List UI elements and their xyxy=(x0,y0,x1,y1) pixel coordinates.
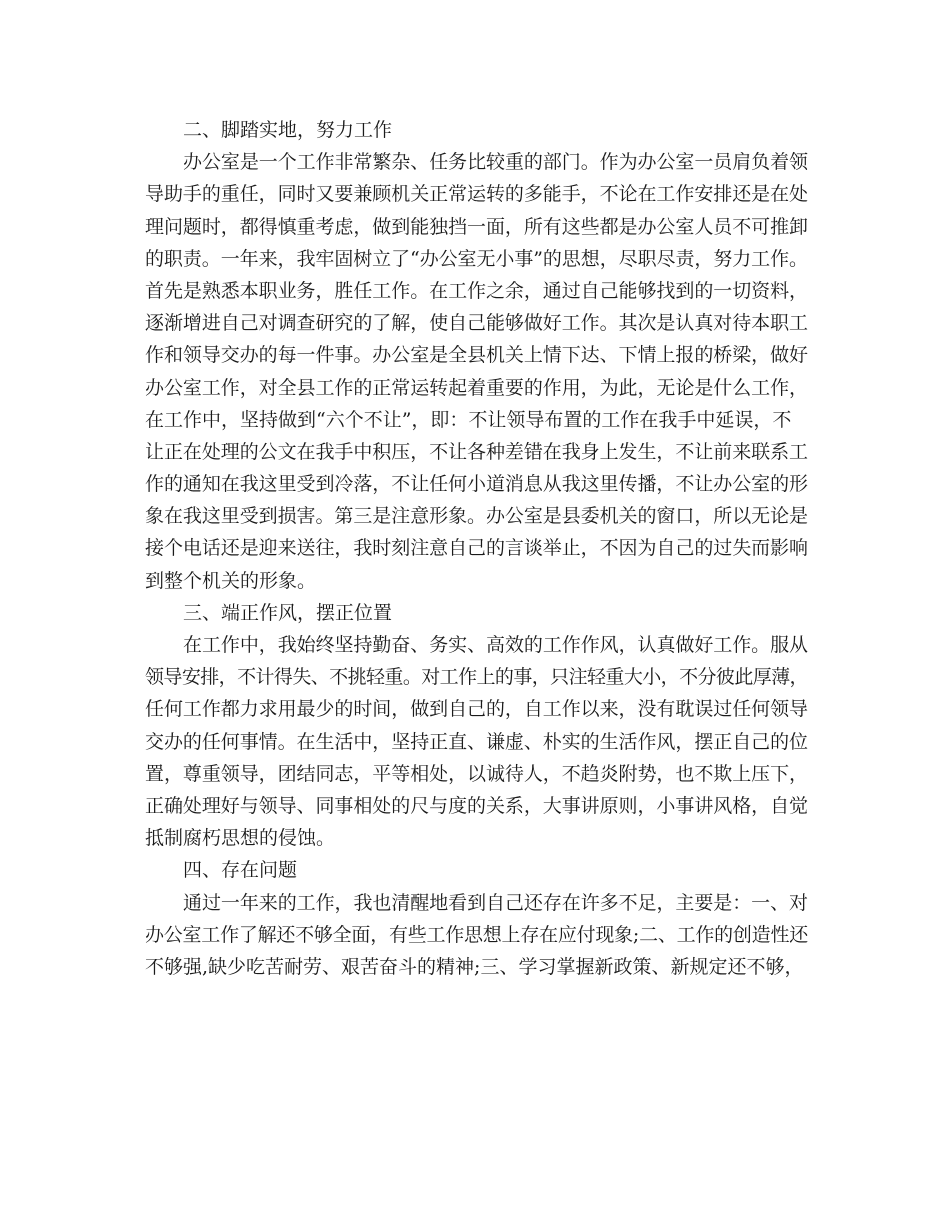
text-line: 接个电话还是迎来送往，我时刻注意自己的言谈举止，不因为自己的过失而影响 xyxy=(145,537,808,560)
text-line: 办公室是一个工作非常繁杂、任务比较重的部门。作为办公室一员肩负着领 xyxy=(183,151,808,174)
text-line: 让正在处理的公文在我手中积压，不让各种差错在我身上发生，不让前来联系工 xyxy=(145,440,808,463)
text-line: 逐渐增进自己对调查研究的了解，使自己能够做好工作。其次是认真对待本职工 xyxy=(145,312,808,335)
text-line: 到整个机关的形象。 xyxy=(145,569,317,592)
text-line: 任何工作都力求用最少的时间，做到自己的，自工作以来，没有耽误过任何领导 xyxy=(145,698,808,721)
text-line: 领导安排，不计得失、不挑轻重。对工作上的事，只注轻重大小，不分彼此厚薄， xyxy=(145,666,808,689)
text-line: 的职责。一年来，我牢固树立了“办公室无小事”的思想，尽职尽责，努力工作。 xyxy=(145,247,808,270)
text-line: 首先是熟悉本职业务，胜任工作。在工作之余，通过自己能够找到的一切资料， xyxy=(145,279,808,302)
text-line: 交办的任何事情。在生活中，坚持正直、谦虚、朴实的生活作风，摆正自己的位 xyxy=(145,730,808,753)
text-line: 作和领导交办的每一件事。办公室是全县机关上情下达、下情上报的桥梁，做好 xyxy=(145,344,808,367)
text-line: 导助手的重任，同时又要兼顾机关正常运转的多能手，不论在工作安排还是在处 xyxy=(145,183,808,206)
section-heading-4: 四、存在问题 xyxy=(183,859,298,882)
text-line: 作的通知在我这里受到冷落，不让任何小道消息从我这里传播，不让办公室的形 xyxy=(145,473,808,496)
document-body xyxy=(145,114,808,983)
text-line: 不够强,缺少吃苦耐劳、艰苦奋斗的精神;三、学习掌握新政策、新规定还不够， xyxy=(145,955,804,978)
section-heading-3: 三、端正作风，摆正位置 xyxy=(183,601,393,624)
text-line: 正确处理好与领导、同事相处的尺与度的关系，大事讲原则，小事讲风格，自觉 xyxy=(145,794,808,817)
text-line: 在工作中，坚持做到“六个不让”，即：不让领导布置的工作在我手中延误，不 xyxy=(145,408,792,431)
text-line: 通过一年来的工作，我也清醒地看到自己还存在许多不足，主要是：一、对 xyxy=(183,891,808,914)
text-line: 办公室工作，对全县工作的正常运转起着重要的作用，为此，无论是什么工作， xyxy=(145,376,808,399)
text-line: 办公室工作了解还不够全面，有些工作思想上存在应付现象;二、工作的创造性还 xyxy=(145,923,808,946)
text-line: 理问题时，都得慎重考虑，做到能独挡一面，所有这些都是办公室人员不可推卸 xyxy=(145,215,808,238)
text-line: 抵制腐朽思想的侵蚀。 xyxy=(145,827,336,850)
text-line: 置，尊重领导，团结同志，平等相处，以诚待人，不趋炎附势，也不欺上压下， xyxy=(145,762,808,785)
text-line: 象在我这里受到损害。第三是注意形象。办公室是县委机关的窗口，所以无论是 xyxy=(145,505,808,528)
section-heading-2: 二、脚踏实地，努力工作 xyxy=(183,119,393,141)
text-line: 在工作中，我始终坚持勤奋、务实、高效的工作作风，认真做好工作。服从 xyxy=(183,634,808,656)
